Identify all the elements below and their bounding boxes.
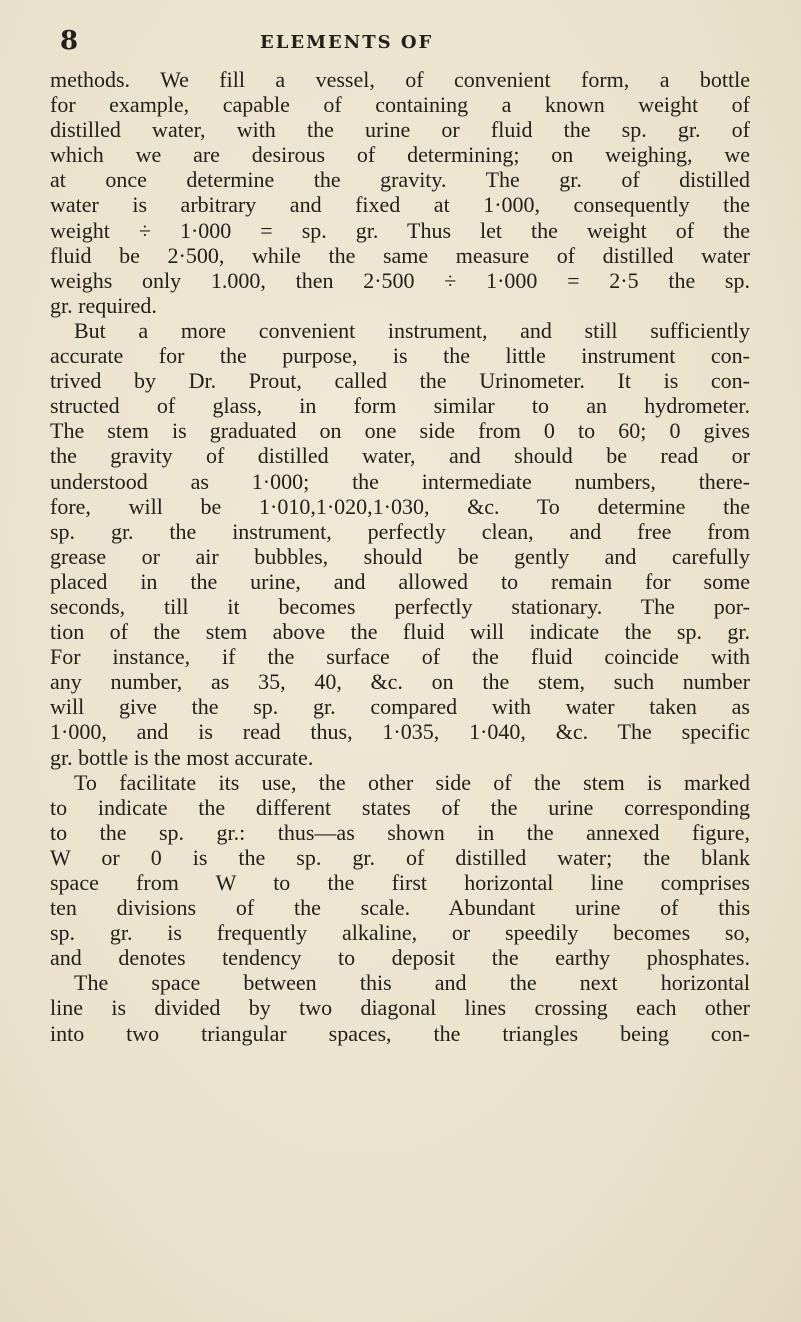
page-header — [60, 26, 750, 66]
text-line: and denotes tendency to deposit the earthy phosphates. — [50, 945, 750, 971]
text-line: W or 0 is the sp. gr. of distilled water; the blank — [50, 844, 750, 870]
text-line: fore, will be 1·010,1·020,1·030, &c. To determine the — [50, 493, 750, 519]
text-line: into two triangular spaces, the triangles being con- — [50, 1020, 750, 1046]
text-line: sp. gr. is frequently alkaline, or speedily becomes so, — [50, 920, 750, 946]
running-head: ELEMENTS OF — [260, 32, 434, 53]
text-line: trived by Dr. Prout, called the Urinometer. It is con- — [50, 368, 750, 394]
text-line: fluid be 2·500, while the same measure of distilled water — [50, 242, 750, 268]
text-line: gr. bottle is the most accurate. — [50, 744, 314, 770]
text-line: 1·000, and is read thus, 1·035, 1·040, &c. The specific — [50, 719, 750, 745]
text-line: The stem is graduated on one side from 0 to 60; 0 gives — [50, 418, 750, 444]
text-line: weighs only 1.000, then 2·500 ÷ 1·000 = 2·5 the sp. — [50, 267, 750, 293]
text-line: seconds, till it becomes perfectly stationary. The por- — [50, 593, 750, 619]
text-line: methods. We fill a vessel, of convenient form, a bottle — [50, 67, 750, 92]
text-line: accurate for the purpose, is the little instrument con- — [50, 343, 750, 369]
text-line: grease or air bubbles, should be gently and carefully — [50, 543, 750, 569]
text-line: placed in the urine, and allowed to remain for some — [50, 568, 750, 594]
text-line: at once determine the gravity. The gr. of distilled — [50, 167, 750, 193]
body-text — [50, 67, 750, 1046]
text-line: gr. required. — [50, 292, 157, 318]
text-line: line is divided by two diagonal lines crossing each other — [50, 995, 750, 1021]
text-line: space from W to the first horizontal line comprises — [50, 870, 750, 895]
text-line: structed of glass, in form similar to an hydrometer. — [50, 393, 750, 419]
text-line: the gravity of distilled water, and should be read or — [50, 443, 750, 469]
text-line: any number, as 35, 40, &c. on the stem, such number — [50, 669, 750, 695]
page-number: 8 — [60, 26, 79, 56]
text-line: will give the sp. gr. compared with water taken as — [50, 694, 750, 720]
text-line: ten divisions of the scale. Abundant urine of this — [50, 895, 750, 921]
text-line: to indicate the different states of the urine corresponding — [50, 794, 750, 820]
text-line: to the sp. gr.: thus—as shown in the annexed figure, — [50, 819, 750, 845]
text-line: water is arbitrary and fixed at 1·000, consequently the — [50, 192, 750, 218]
text-line: which we are desirous of determining; on weighing, we — [50, 142, 750, 168]
text-line: To facilitate its use, the other side of the stem is marked — [74, 769, 750, 795]
text-line: weight ÷ 1·000 = sp. gr. Thus let the weight of the — [50, 217, 750, 243]
text-line: understood as 1·000; the intermediate numbers, there- — [50, 468, 750, 494]
text-line: for example, capable of containing a known weight of — [50, 92, 750, 118]
text-line: But a more convenient instrument, and still sufficiently — [74, 317, 750, 343]
text-line: tion of the stem above the fluid will indicate the sp. gr. — [50, 619, 750, 645]
text-line: sp. gr. the instrument, perfectly clean, and free from — [50, 518, 750, 544]
text-line: For instance, if the surface of the fluid coincide with — [50, 644, 750, 670]
text-line: distilled water, with the urine or fluid the sp. gr. of — [50, 117, 750, 143]
text-line: The space between this and the next horizontal — [74, 970, 750, 996]
